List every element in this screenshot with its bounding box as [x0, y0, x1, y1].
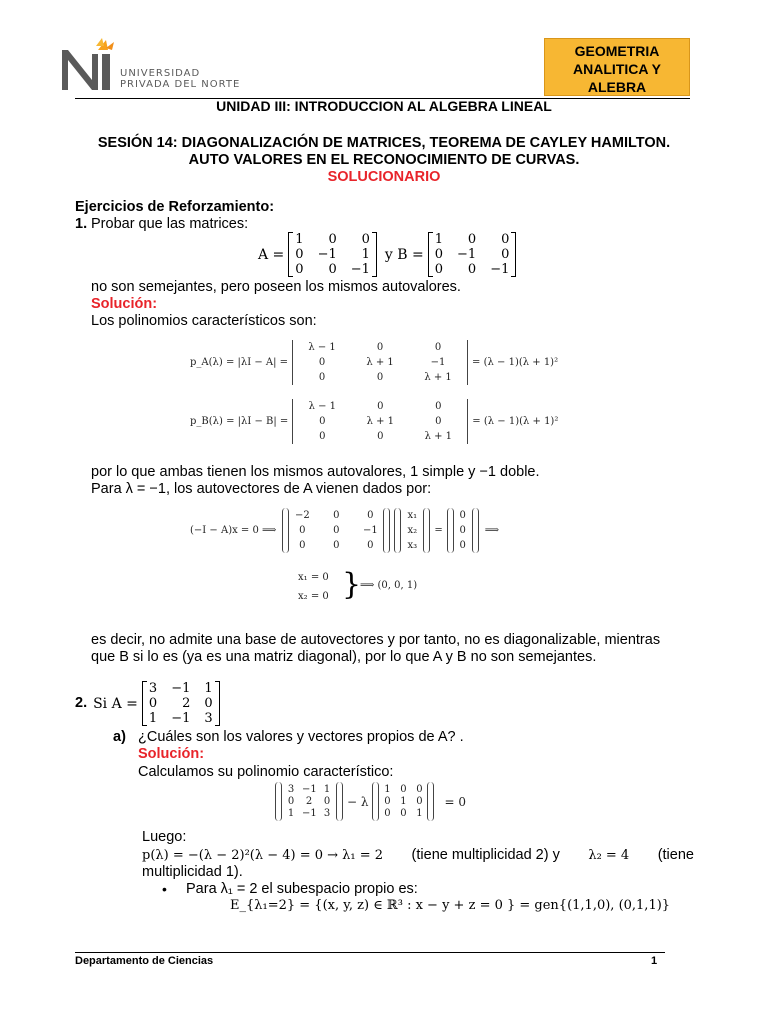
university-name-line1: UNIVERSIDAD	[120, 68, 201, 79]
matrix-entry: 3	[148, 681, 158, 696]
pb-equation	[190, 399, 558, 444]
matrix-grid	[297, 340, 463, 385]
matrix-entry: 0	[287, 796, 295, 807]
identity-matrix	[372, 782, 434, 821]
matrix-b-label: y B =	[384, 246, 424, 263]
poly-text1: (tiene multiplicidad 2) y	[411, 847, 560, 863]
matrix-grid	[433, 232, 512, 277]
pa-right: = (λ − 1)(λ + 1)²	[472, 357, 559, 368]
matrix-entry: 0	[319, 431, 326, 442]
eigenvector-system: (−I − A)x = 0 ⟹ −2 0 0 0 0 −1 0 0 0 x₁ x₂ x₃ = 0 0 0 ⟹	[190, 510, 500, 551]
footer-rule	[75, 952, 665, 953]
matrix-entry: x₁	[407, 510, 418, 521]
system-vector-x	[394, 508, 430, 553]
matrix-grid	[289, 508, 383, 553]
matrix-entry: 0	[361, 232, 370, 247]
matrix-entry: 0	[501, 232, 510, 247]
matrix-entry: 0	[376, 372, 384, 383]
session-title	[60, 135, 708, 186]
course-title-line3: ALEBRA	[587, 79, 647, 95]
section-title: Ejercicios de Reforzamiento:	[75, 199, 275, 215]
poly-line	[142, 847, 694, 864]
matrix-grid	[401, 508, 423, 553]
poly-continuation: multiplicidad 1).	[142, 864, 243, 880]
matrix-entry: 0	[328, 262, 337, 277]
matrix-entry: 0	[459, 540, 466, 551]
system-implies: ⟹	[484, 525, 500, 536]
matrix-entry: 0	[299, 540, 306, 551]
matrix-entry: −1	[430, 357, 446, 368]
bullet-text: Para λ₁ = 2 el subespacio propio es:	[186, 881, 418, 897]
pb-right: = (λ − 1)(λ + 1)²	[472, 416, 559, 427]
matrix-entry: 0	[318, 372, 326, 383]
matrix-entry: 0	[434, 342, 442, 353]
matrix-entry: 0	[377, 401, 384, 412]
exercise-1-number: 1.	[75, 216, 88, 232]
exercise-1-text: Probar que las matrices:	[91, 216, 249, 232]
solution-brace: }	[342, 567, 362, 602]
matrix-entry: 0	[295, 262, 304, 277]
matrix-entry: 0	[435, 401, 442, 412]
matrix-entry: −1	[171, 681, 191, 696]
matrix-grid	[147, 681, 215, 726]
matrix-grid	[293, 232, 372, 277]
matrix-entry: 0	[400, 784, 407, 795]
unit-title: UNIDAD III: INTRODUCCION AL ALGEBRA LINEAL	[216, 98, 552, 114]
system-left: (−I − A)x = 0 ⟹	[190, 525, 277, 536]
matrix-entry: 1	[416, 808, 423, 819]
matrix-entry: 0	[333, 525, 340, 536]
matrix-entry: 0	[319, 416, 326, 427]
exercise-2-matrix	[75, 681, 220, 726]
solution-label: Solución:	[91, 296, 158, 312]
matrix-entry: λ − 1	[308, 401, 337, 412]
matrix-entry: 3	[204, 711, 213, 726]
char-determinant	[268, 782, 466, 821]
matrix-entry: 0	[384, 796, 391, 807]
matrix-grid	[297, 399, 463, 444]
pa-determinant	[288, 340, 472, 385]
matrix-entry: 0	[400, 808, 407, 819]
matrix-entry: 0	[148, 696, 158, 711]
bullet-icon: •	[162, 881, 167, 897]
matrix-entry: −1	[302, 808, 317, 819]
matrix-entry: 0	[435, 416, 442, 427]
university-name-line2: PRIVADA DEL NORTE	[120, 79, 241, 90]
footer-page-number: 1	[651, 955, 658, 967]
poly-math: p(λ) = −(λ − 2)²(λ − 4) = 0 → λ₁ = 2	[142, 848, 384, 863]
matrix-entry: 2	[305, 796, 313, 807]
matrix-a-label: A =	[258, 246, 285, 263]
matrix-entry: −1	[317, 247, 337, 262]
matrix-entry: 0	[377, 431, 384, 442]
matrix-b	[428, 232, 517, 277]
matrix-grid	[282, 782, 336, 821]
det-minus-lambda: − λ	[347, 794, 369, 809]
footer-department: Departamento de Ciencias	[75, 955, 214, 967]
university-logo	[58, 36, 258, 96]
matrix-entry: 1	[400, 796, 407, 807]
matrix-entry: 0	[467, 262, 477, 277]
exercise-2-number: 2.	[75, 695, 88, 711]
matrix-entry: λ + 1	[424, 431, 453, 442]
matrix-entry: 1	[434, 232, 444, 247]
matrix-entry: 1	[361, 247, 370, 262]
matrices-a-b	[258, 232, 516, 277]
solution-2-label: Solución:	[138, 746, 205, 762]
matrix-entry: 0	[434, 262, 444, 277]
matrix-entry: −1	[490, 262, 510, 277]
matrix-entry: 0	[367, 540, 374, 551]
matrix-entry: 1	[148, 711, 158, 726]
matrix-entry: 0	[384, 808, 391, 819]
system-zero-vector	[447, 508, 479, 553]
matrix-entry: 0	[434, 247, 444, 262]
pb-determinant	[288, 399, 472, 444]
matrix-grid	[454, 508, 472, 553]
matrix-entry: 3	[323, 808, 331, 819]
matrix-entry: 0	[323, 796, 331, 807]
matrix-entry: 0	[501, 247, 510, 262]
matrix-entry: 3	[287, 784, 295, 795]
matrix-entry: 0	[416, 784, 423, 795]
solution-eq2: x₂ = 0	[298, 591, 329, 602]
matrix-a	[288, 232, 377, 277]
matrix-entry: 1	[287, 808, 295, 819]
solution-eq1: x₁ = 0	[298, 572, 329, 583]
char-poly-text: Los polinomios característicos son:	[91, 313, 317, 329]
part-a-label: a)	[113, 729, 126, 745]
matrix-entry: x₃	[407, 540, 418, 551]
matrix-entry: 0	[318, 357, 326, 368]
matrix-entry: 1	[384, 784, 391, 795]
matrix-entry: −1	[171, 711, 191, 726]
matrix-entry: 0	[376, 342, 384, 353]
matrix-entry: 0	[333, 540, 340, 551]
matrix-entry: 0	[459, 510, 466, 521]
conclusion-line1: es decir, no admite una base de autovectores y por tanto, no es diagonalizable, mientras	[91, 632, 661, 648]
matrix-entry: −1	[302, 784, 317, 795]
matrix-entry: 0	[459, 525, 466, 536]
solucionario-label: SOLUCIONARIO	[327, 169, 441, 185]
pb-left: p_B(λ) = |λI − B| =	[190, 416, 289, 427]
matrix-entry: −1	[350, 262, 370, 277]
para-lambda-text: Para λ = −1, los autovectores de A vienen dados por:	[91, 481, 432, 497]
matrix-entry: 2	[182, 696, 191, 711]
matrix-entry: x₂	[407, 525, 418, 536]
matrix-entry: 1	[295, 232, 304, 247]
matrix-entry: 0	[299, 525, 306, 536]
matrix-entry: −2	[294, 510, 310, 521]
matrix-entry: 0	[367, 510, 374, 521]
matrix-entry: −1	[362, 525, 378, 536]
pa-equation	[190, 340, 558, 385]
exercise-2-si: Si A =	[93, 695, 138, 712]
matrix-entry: 1	[323, 784, 331, 795]
poly-math2: λ₂ = 4	[588, 848, 630, 863]
course-title-box	[544, 38, 690, 96]
matrix-entry: 0	[416, 796, 423, 807]
det-matrix-a	[275, 782, 343, 821]
det-eq-zero: = 0	[444, 794, 466, 809]
matrix-entry: 0	[328, 232, 337, 247]
matrix-entry: 0	[295, 247, 304, 262]
pa-left: p_A(λ) = |λI − A| =	[190, 357, 289, 368]
matrix-entry: λ − 1	[308, 342, 336, 353]
eigenspace-equation: E_{λ₁=2} = {(x, y, z) ∈ ℝ³ : x − y + z = 0 } = gen{(1,1,0), (0,1,1)}	[230, 898, 671, 913]
course-title-line2: ANALITICA Y	[573, 61, 661, 77]
matrix-entry: λ + 1	[424, 372, 452, 383]
matrix-grid	[379, 782, 427, 821]
same-eigenvalues-text: por lo que ambas tienen los mismos autovalores, 1 simple y −1 doble.	[91, 464, 540, 480]
session-title-line1: SESIÓN 14: DIAGONALIZACIÓN DE MATRICES, TEOREMA DE CAYLEY HAMILTON.	[97, 135, 671, 151]
calc-text: Calculamos su polinomio característico:	[138, 764, 394, 780]
matrix-entry: 1	[204, 681, 213, 696]
matrix-entry: 0	[204, 696, 213, 711]
luego-text: Luego:	[142, 829, 187, 845]
poly-text2: (tiene	[657, 847, 694, 863]
matrix-entry: λ + 1	[366, 416, 395, 427]
session-title-line2: AUTO VALORES EN EL RECONOCIMIENTO DE CURVAS.	[188, 152, 580, 168]
system-matrix	[282, 508, 390, 553]
exercise-1-statement: no son semejantes, pero poseen los mismos autovalores.	[91, 279, 461, 295]
conclusion-line2: que B si lo es (ya es una matriz diagonal), por lo que A y B no son semejantes.	[91, 649, 597, 665]
matrix-entry: 0	[467, 232, 477, 247]
unp-logo-icon	[58, 36, 120, 94]
matrix-entry: −1	[457, 247, 477, 262]
matrix-entry: 0	[333, 510, 340, 521]
part-a-text: ¿Cuáles son los valores y vectores propios de A? .	[138, 729, 464, 745]
course-title-line1: GEOMETRIA	[574, 43, 660, 59]
matrix-a2	[142, 681, 220, 726]
solution-result: ⟹ (0, 0, 1)	[360, 580, 418, 591]
matrix-entry: λ + 1	[366, 357, 394, 368]
